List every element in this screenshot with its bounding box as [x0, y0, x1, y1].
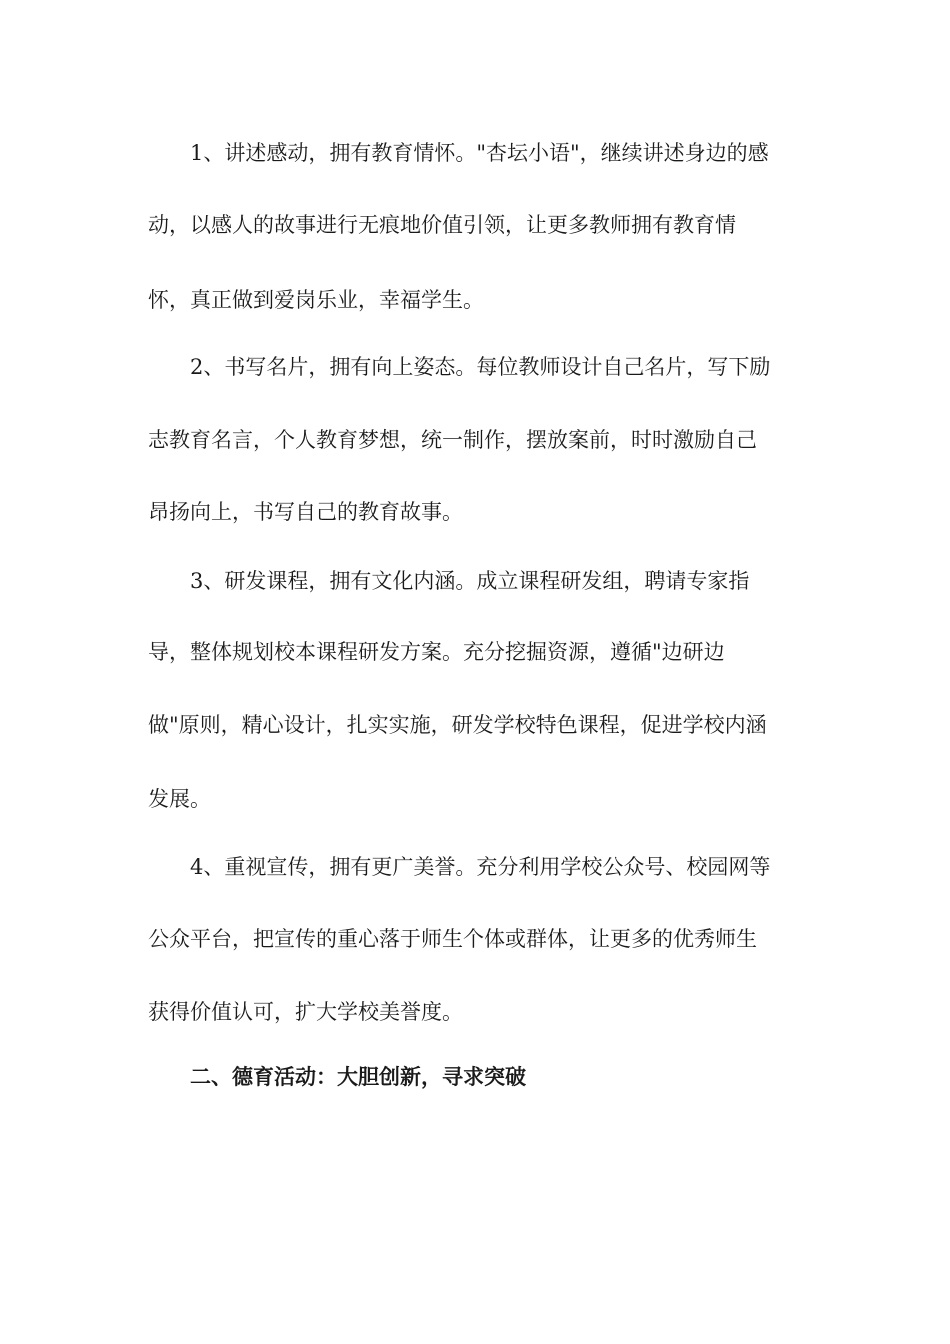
paragraph-3-line-3: 做"原则，精心设计，扎实实施，研发学校特色课程，促进学校内涵	[148, 713, 767, 737]
paragraph-2-line-2: 志教育名言，个人教育梦想，统一制作，摆放案前，时时激励自己	[148, 428, 757, 452]
paragraph-4-line-1: 4、重视宣传，拥有更广美誉。充分利用学校公众号、校园网等	[190, 855, 771, 879]
paragraph-3-line-1: 3、研发课程，拥有文化内涵。成立课程研发组，聘请专家指	[190, 569, 750, 593]
section-heading: 二、德育活动：大胆创新，寻求突破	[190, 1065, 526, 1089]
paragraph-1-line-3: 怀，真正做到爱岗乐业，幸福学生。	[148, 288, 484, 312]
paragraph-1-line-2: 动，以感人的故事进行无痕地价值引领，让更多教师拥有教育情	[148, 213, 736, 237]
paragraph-3-line-2: 导，整体规划校本课程研发方案。充分挖掘资源，遵循"边研边	[148, 640, 725, 664]
paragraph-2-line-3: 昂扬向上，书写自己的教育故事。	[148, 500, 463, 524]
paragraph-2-line-1: 2、书写名片，拥有向上姿态。每位教师设计自己名片，写下励	[190, 355, 771, 379]
paragraph-4-line-2: 公众平台，把宣传的重心落于师生个体或群体，让更多的优秀师生	[148, 927, 757, 951]
paragraph-1-line-1: 1、讲述感动，拥有教育情怀。"杏坛小语"，继续讲述身边的感	[190, 141, 769, 165]
paragraph-3-line-4: 发展。	[148, 787, 211, 811]
paragraph-4-line-3: 获得价值认可，扩大学校美誉度。	[148, 1000, 463, 1024]
